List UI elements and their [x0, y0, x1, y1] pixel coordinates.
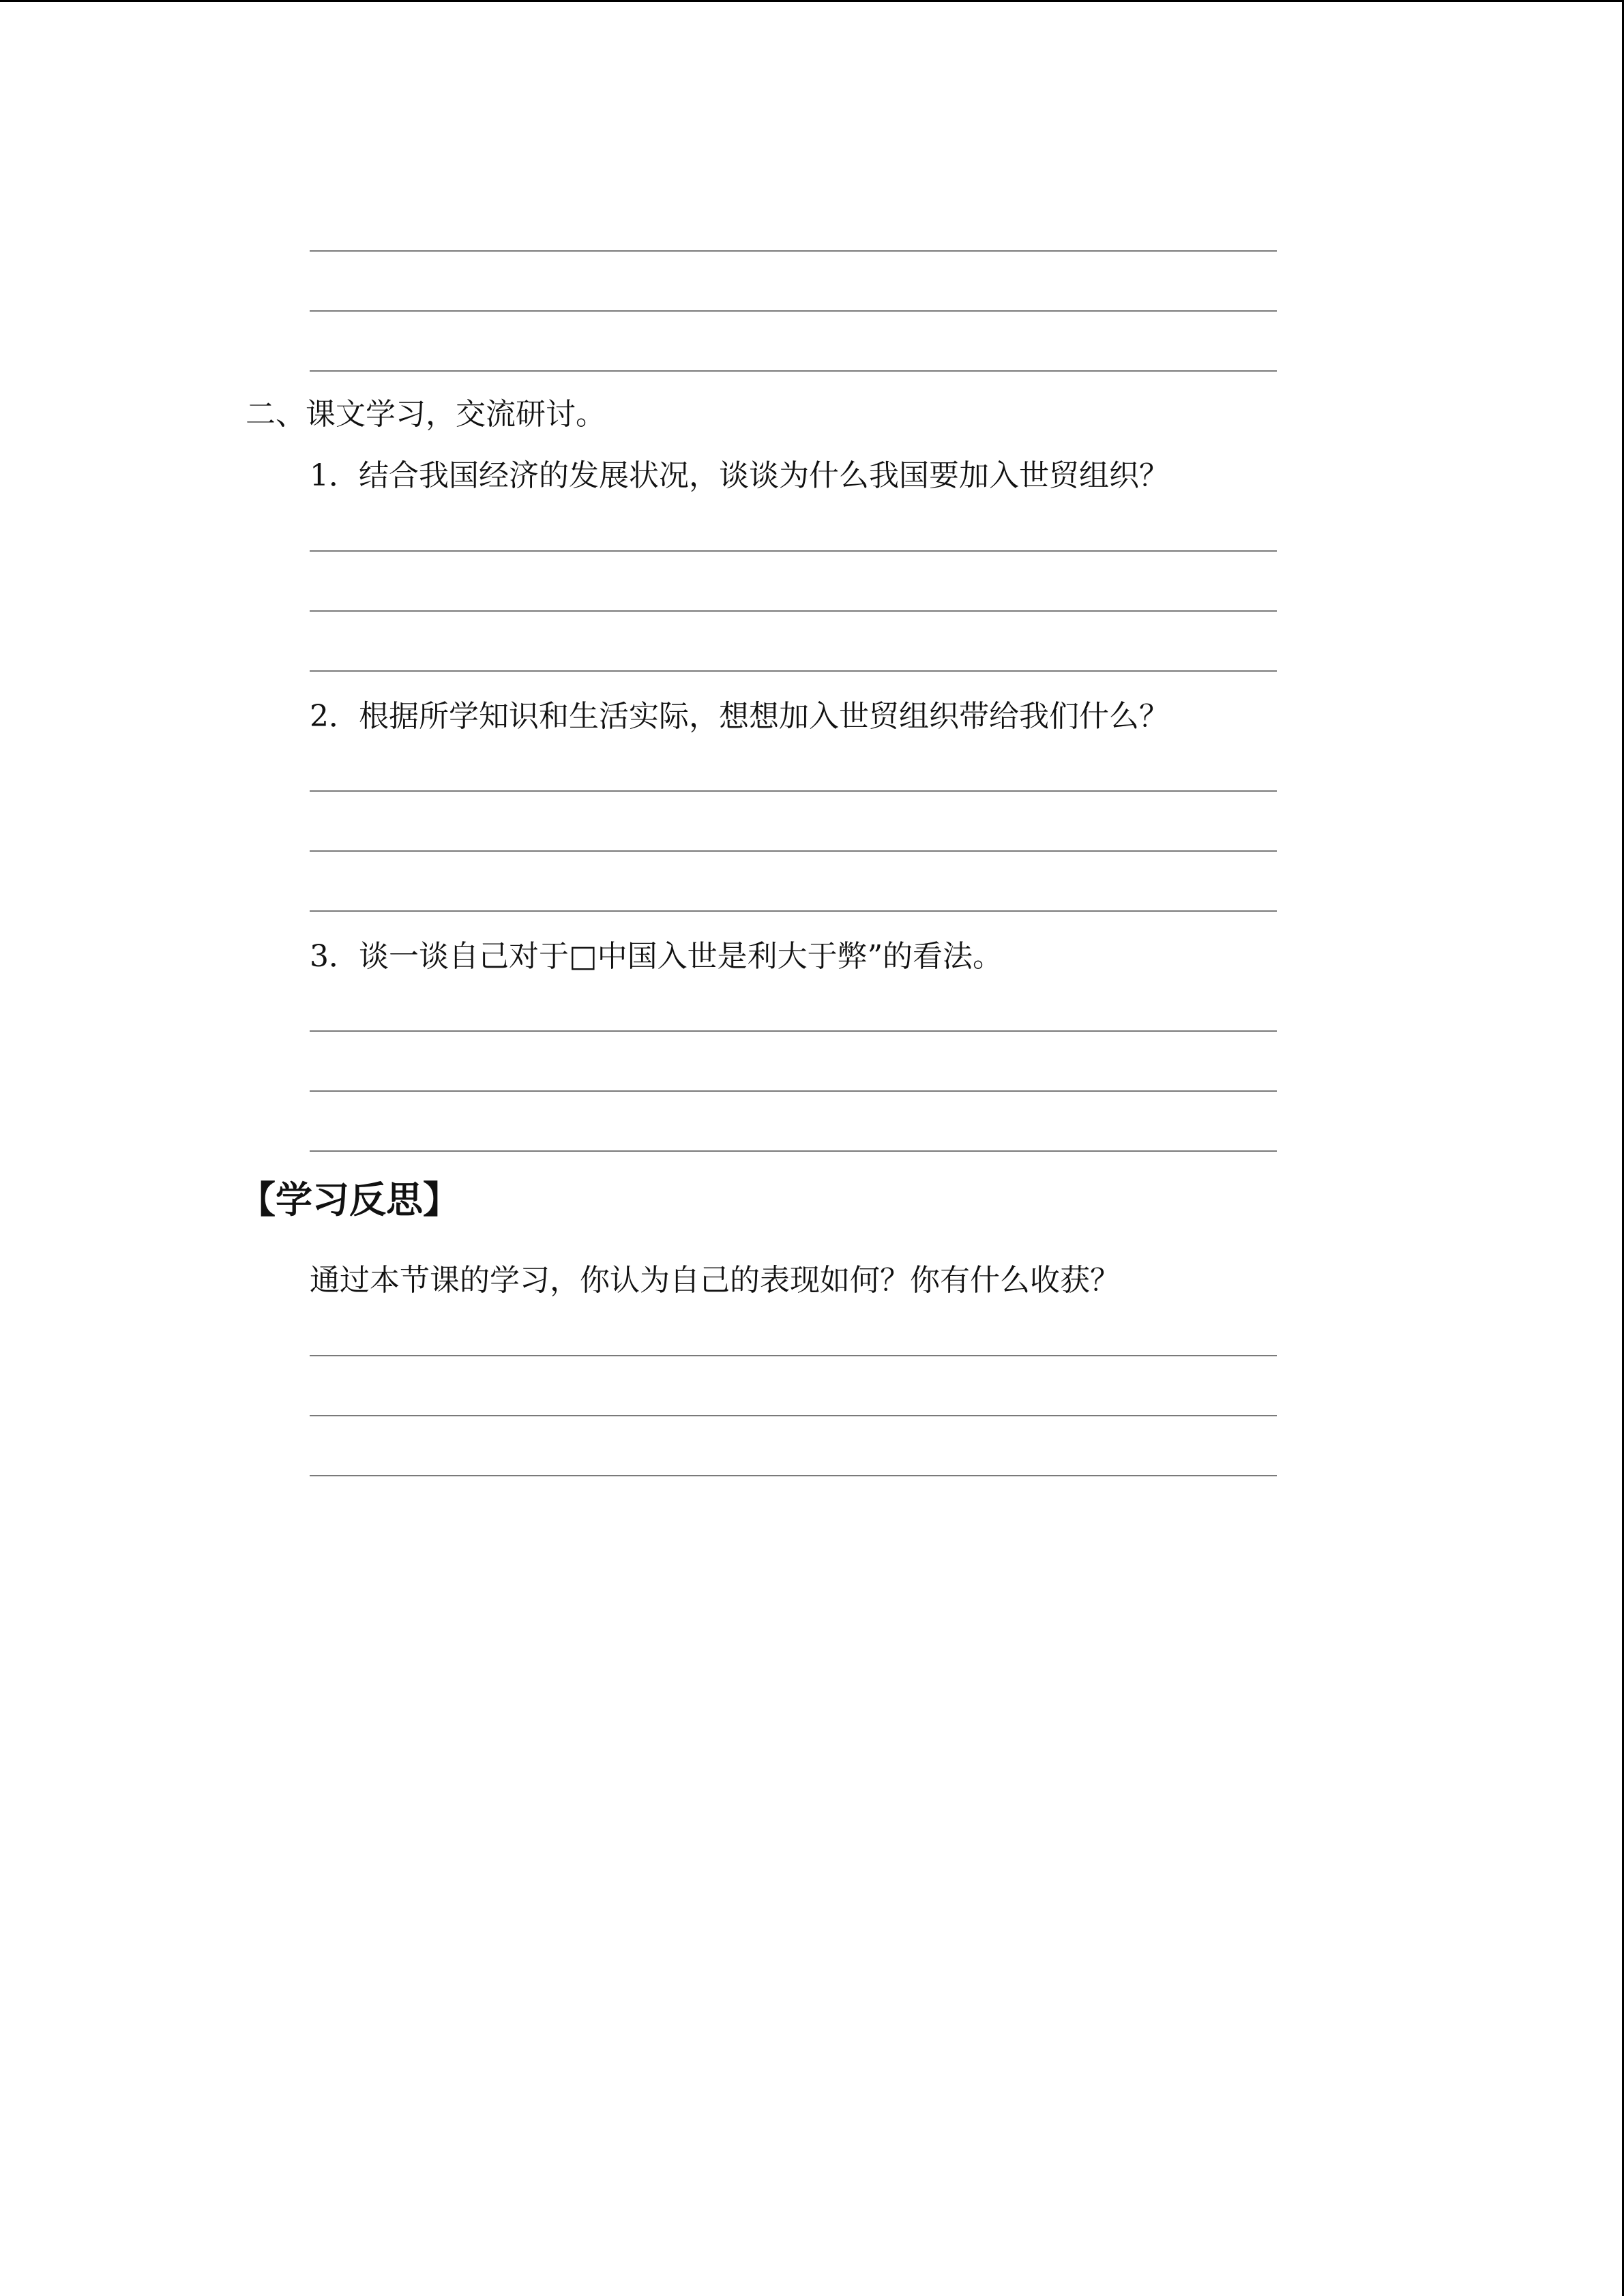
- section-heading: 二、课文学习，交流研讨。: [246, 397, 606, 432]
- answer-line[interactable]: [310, 370, 1277, 372]
- answer-line[interactable]: [310, 910, 1277, 912]
- answer-line[interactable]: [310, 790, 1277, 792]
- answer-line[interactable]: [310, 1150, 1277, 1152]
- answer-line[interactable]: [310, 1355, 1277, 1356]
- answer-line[interactable]: [310, 1030, 1277, 1032]
- question-2: 2．根据所学知识和生活实际，想想加入世贸组织带给我们什么？: [310, 699, 1169, 734]
- answer-line[interactable]: [310, 550, 1277, 552]
- reflection-heading: 【学习反思】: [239, 1178, 460, 1221]
- answer-line[interactable]: [310, 1415, 1277, 1416]
- question-3: 3．谈一谈自己对于□中国入世是利大于弊”的看法。: [310, 939, 1003, 974]
- answer-line[interactable]: [310, 850, 1277, 852]
- question-1: 1．结合我国经济的发展状况，谈谈为什么我国要加入世贸组织？: [310, 458, 1169, 493]
- answer-line[interactable]: [310, 1475, 1277, 1476]
- answer-line[interactable]: [310, 310, 1277, 312]
- answer-line[interactable]: [310, 610, 1277, 612]
- page-border-top: [0, 0, 1624, 2]
- reflection-prompt: 通过本节课的学习，你认为自己的表现如何？你有什么收获？: [310, 1263, 1120, 1298]
- answer-line[interactable]: [310, 250, 1277, 252]
- answer-line[interactable]: [310, 670, 1277, 672]
- answer-line[interactable]: [310, 1090, 1277, 1092]
